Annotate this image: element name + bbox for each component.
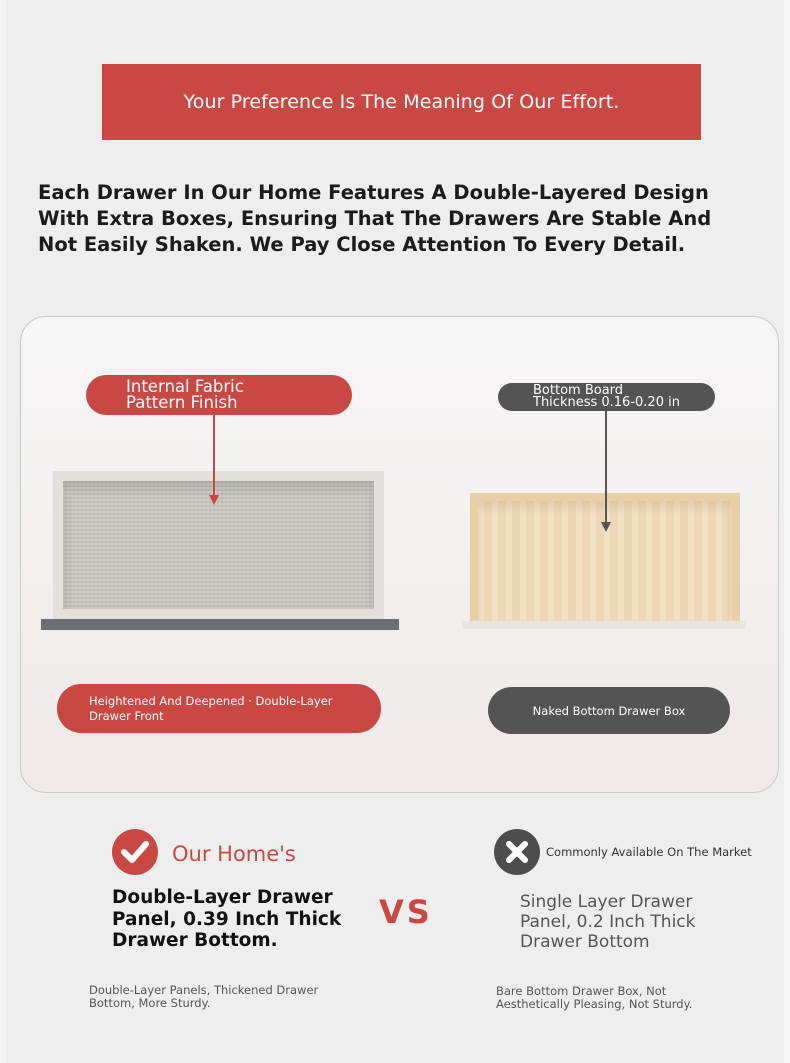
fabric-drawer-front-edge xyxy=(41,619,399,630)
header-banner xyxy=(102,64,701,140)
our-product-description: Double-Layer Drawer Panel, 0.39 Inch Thick Drawer Bottom. xyxy=(112,887,342,951)
x-icon xyxy=(494,829,540,875)
banner-text: Your Preference Is The Meaning Of Our Effort. xyxy=(183,91,620,113)
vs-label: VS xyxy=(379,893,433,931)
bottom-board-callout-line2: Thickness 0.16-0.20 in xyxy=(533,395,680,410)
fabric-finish-callout-line1: Internal Fabric xyxy=(126,377,244,396)
our-product-title: Our Home's xyxy=(172,842,296,866)
double-layer-front-label xyxy=(57,684,381,733)
market-product-title: Commonly Available On The Market xyxy=(546,845,752,859)
bottom-board-callout-line1: Bottom Board xyxy=(533,382,624,398)
check-icon xyxy=(112,829,158,875)
naked-bottom-label-text: Naked Bottom Drawer Box xyxy=(532,703,686,718)
fabric-finish-callout-line2: Pattern Finish xyxy=(126,393,238,412)
intro-paragraph: Each Drawer In Our Home Features A Double-Layered Design With Extra Boxes, Ensuring That The Drawers Are Stable And Not Easily Shaken. We Pay Close Attention To Every Detail. xyxy=(38,181,712,256)
fabric-drawer-image xyxy=(53,471,384,619)
our-product-note: Double-Layer Panels, Thickened Drawer Bottom, More Sturdy. xyxy=(89,983,319,1010)
market-product-note: Bare Bottom Drawer Box, Not Aesthetically Pleasing, Not Sturdy. xyxy=(496,984,693,1011)
fabric-callout-arrow-head xyxy=(209,495,219,505)
double-layer-front-label-line1: Heightened And Deepened · Double-Layer xyxy=(89,693,333,708)
bottom-board-arrow-head xyxy=(601,522,611,532)
naked-bottom-label xyxy=(488,687,730,734)
comparison-panel xyxy=(20,316,779,793)
bottom-board-arrow xyxy=(605,411,607,523)
bottom-board-callout xyxy=(498,383,715,411)
wood-drawer-bottom-edge xyxy=(463,621,745,629)
fabric-callout-arrow xyxy=(213,415,215,497)
market-product-description: Single Layer Drawer Panel, 0.2 Inch Thick Drawer Bottom xyxy=(520,892,696,952)
double-layer-front-label-line2: Drawer Front xyxy=(89,708,164,723)
fabric-finish-callout xyxy=(86,375,352,415)
